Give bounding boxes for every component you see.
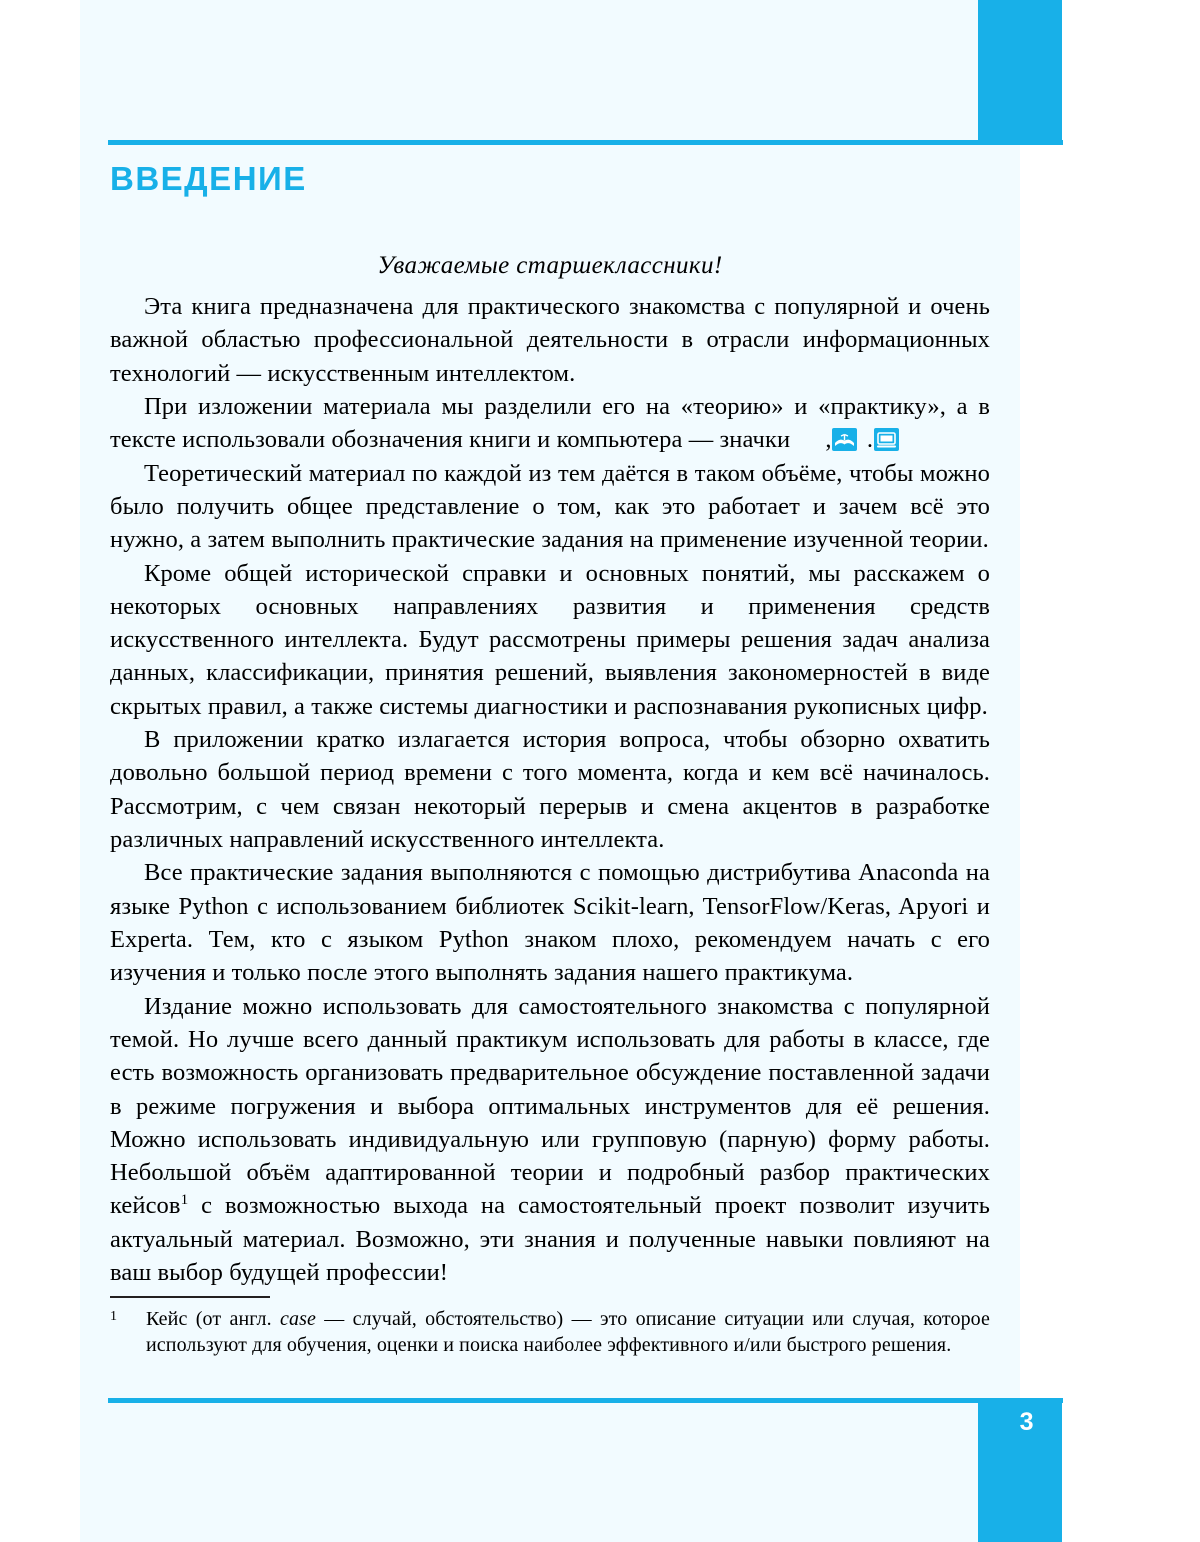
paragraph-3: Теоретический материал по каждой из тем даётся в таком объёме, чтобы можно было получить общее представление о том, как это работает и зачем всё это нужно, а затем выполнить практические задания на применение изученной теории. — [110, 459, 990, 554]
paragraph-7-tail: с возможностью выхода на самостоятельный проект позволит изучить актуальный материал. Возможно, эти знания и полученные навыки повлияют на ваш выбор будущей профессии! — [110, 1192, 990, 1287]
footnote-italic-term: case — [280, 1308, 316, 1330]
salutation: Уважаемые старшеклассники! — [377, 252, 723, 279]
footnote-body — [110, 1306, 990, 1359]
page-number: 3 — [1019, 1408, 1034, 1436]
paragraph-4: Кроме общей исторической справки и основных понятий, мы расскажем о некоторых основных направлениях развития и применения средств искусственного интеллекта. Будут рассмотрены примеры решения задач анализа данных, классификации, принятия решений, выявления закономерностей в виде скрытых правил, а также системы диагностики и распознавания рукописных цифр. — [110, 559, 990, 720]
header-rule — [108, 140, 1063, 145]
footnote-lead: Кейс (от англ. — [146, 1308, 281, 1330]
footnote — [110, 1296, 990, 1359]
paragraph-5: В приложении кратко излагается история вопроса, чтобы обзорно охватить довольно большой период времени с того момента, когда и кем всё начиналось. Рассмотрим, с чем связан некоторый перерыв и смена акцентов в разработке различных направлений искусственного интеллекта. — [110, 726, 990, 853]
paragraph-7-text: Издание можно использовать для самостоятельного знакомства с популярной темой. Но лучше всего данный практикум использовать для работы в классе, где есть возможность организовать предварительное обсуждение поставленной задачи в режиме погружения и выбора оптимальных инструментов для её решения. Можно использовать индивидуальную или групповую (парную) форму работы. Небольшой объём адаптированной теории и подробный разбор практических кейсов — [110, 992, 990, 1220]
page-content — [110, 252, 990, 1289]
header-accent-block — [978, 0, 1062, 142]
computer-icon — [840, 427, 865, 450]
footnote-text — [146, 1306, 990, 1359]
paragraph-2 — [110, 390, 990, 457]
paragraph-2-text: При изложении материала мы разделили его на «теорию» и «практику», а в тексте использовали обозначения книги и компьютера — значки — [110, 392, 990, 454]
paragraph-1: Эта книга предназначена для практического знакомства с популярной и очень важной областью профессиональной деятельности в отрасли информационных технологий — искусственным интеллектом. — [110, 293, 990, 387]
footnote-reference[interactable]: 1 — [180, 1191, 189, 1209]
paragraph-2-tail: . — [866, 426, 874, 454]
footnote-rest: — случай, обстоятельство) — это описание ситуации или случая, которое используют для обучения, оценки и поиска наиболее эффективного и/или быстрого решения. — [146, 1308, 990, 1357]
footnote-marker: 1 — [110, 1309, 118, 1324]
page-title: ВВЕДЕНИЕ — [110, 160, 307, 197]
paragraph-7 — [110, 990, 990, 1290]
comma-separator: , — [825, 426, 832, 454]
paragraph-6: Все практические задания выполняются с помощью дистрибутива Anaconda на языке Python с использованием библиотек Scikit-learn, TensorFlow/Keras, Apyori и Experta. Тем, кто с языком Python знаком плохо, рекомендуем начать с его изучения и только после этого выполнять задания нашего практикума. — [110, 859, 990, 987]
footer-rule — [108, 1398, 1063, 1403]
footnote-divider — [110, 1296, 270, 1298]
book-icon — [798, 427, 823, 450]
